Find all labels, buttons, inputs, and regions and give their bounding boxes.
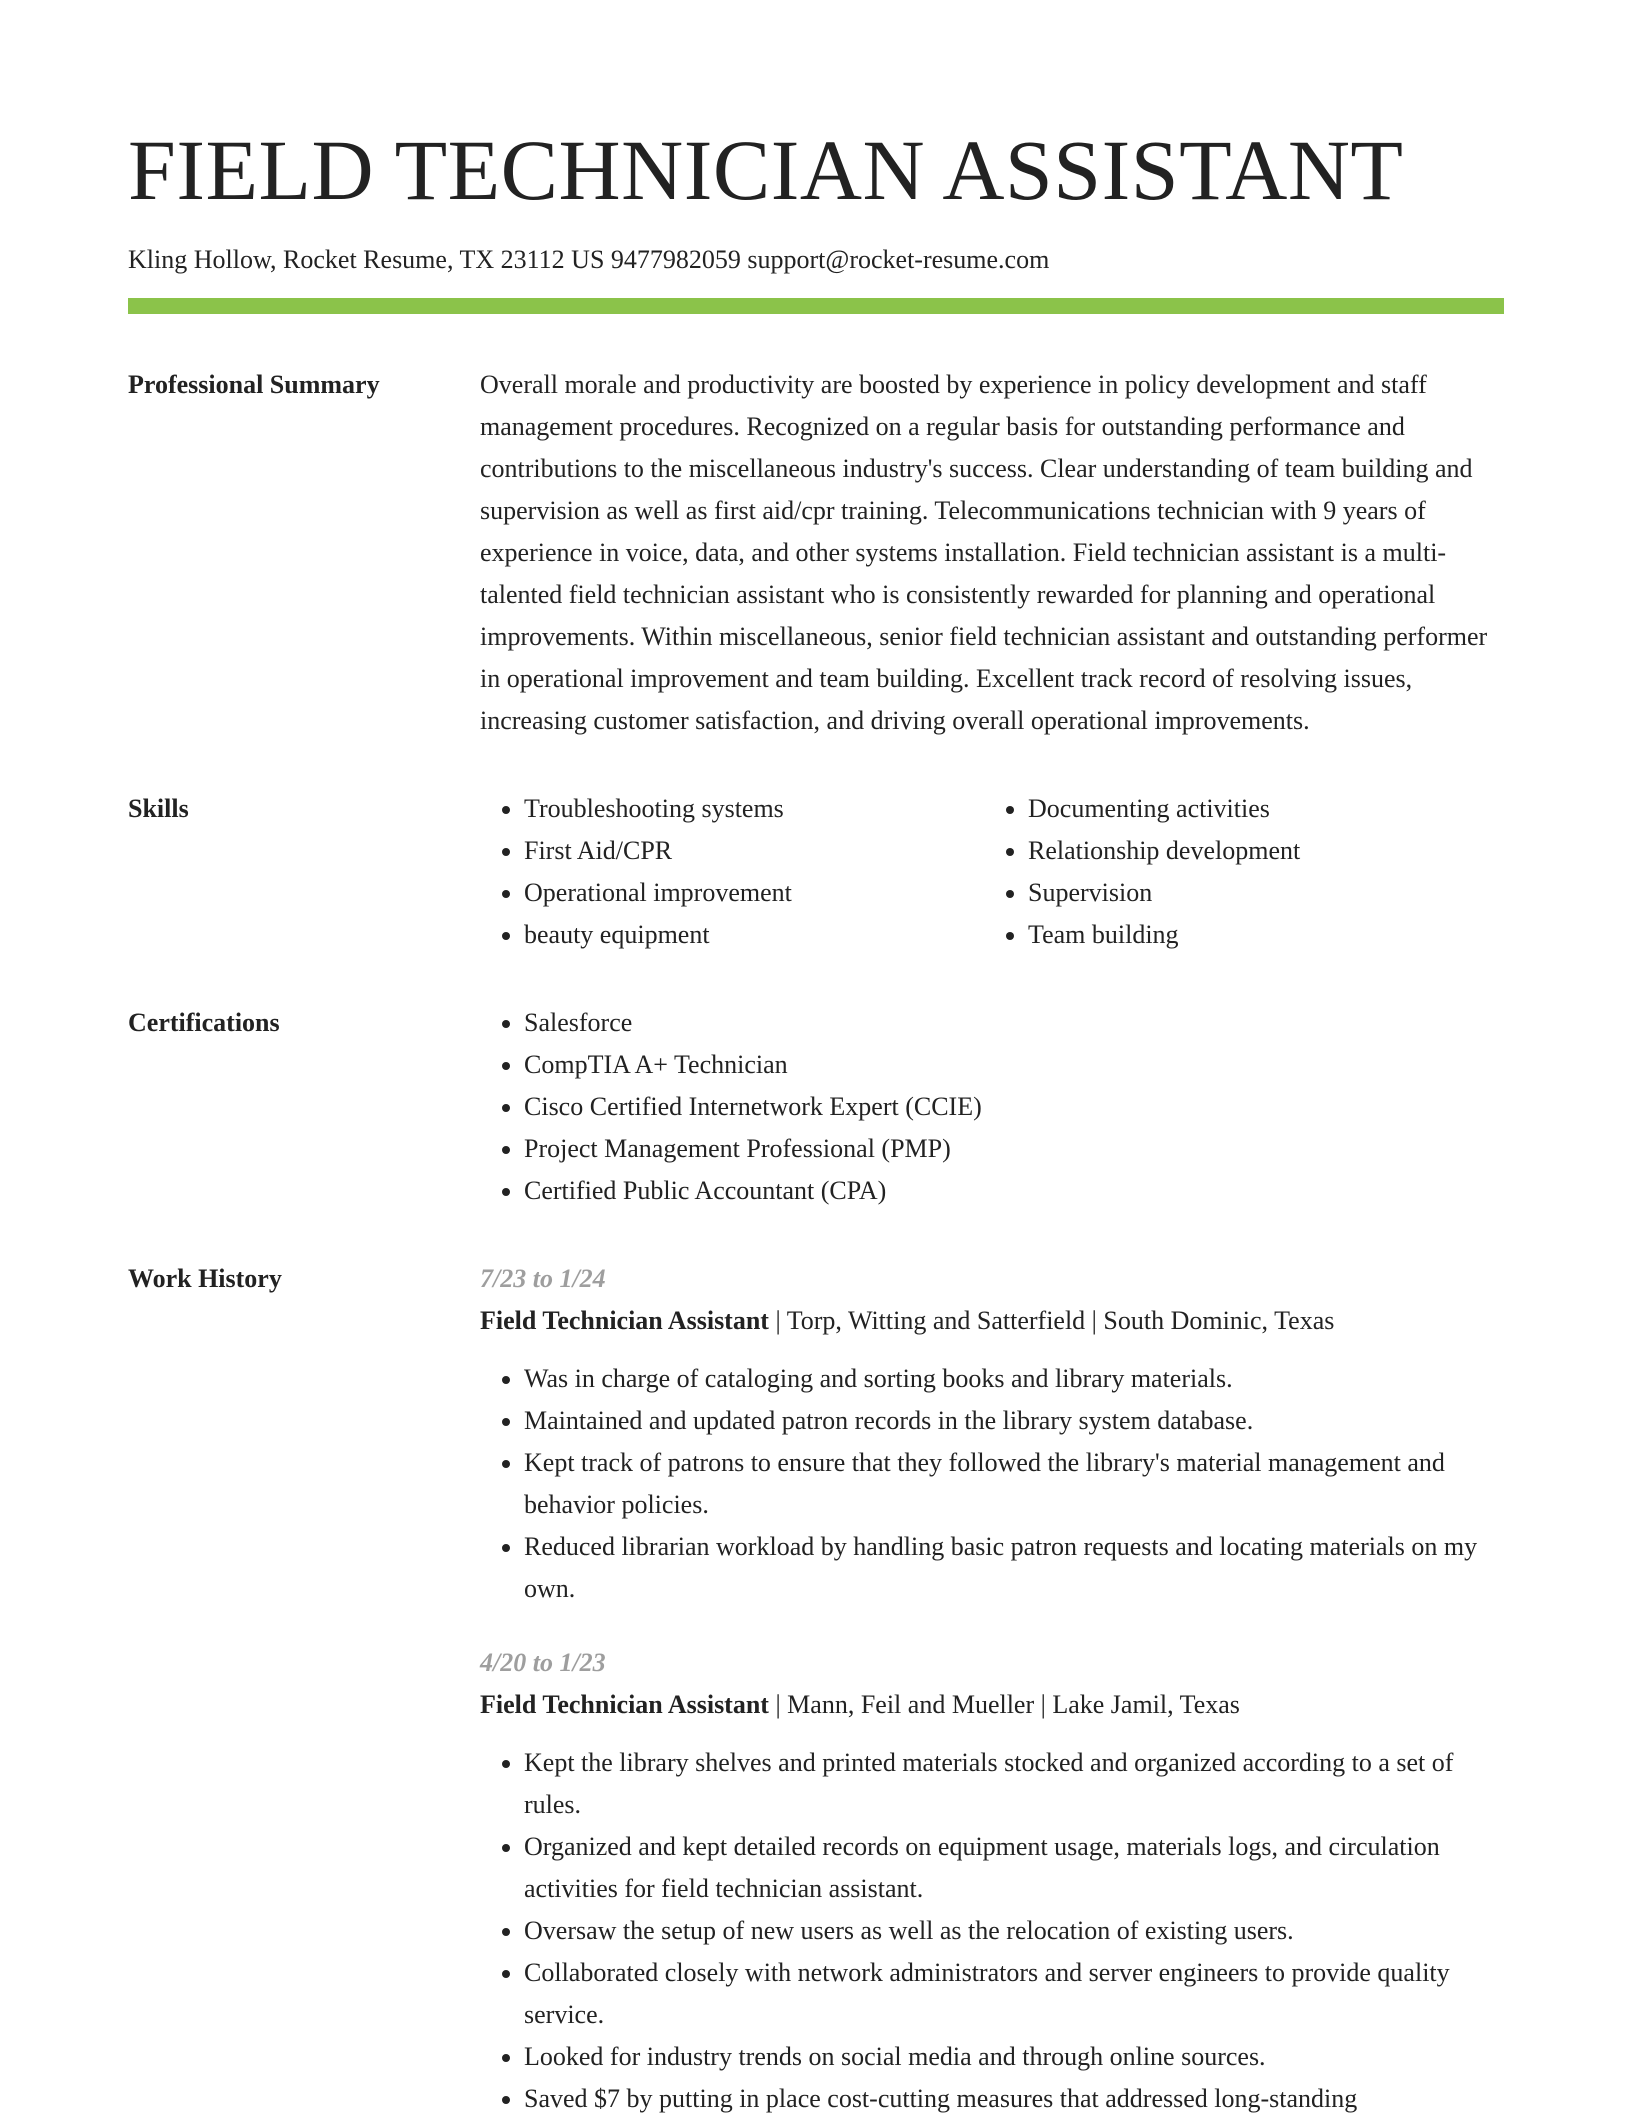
- skill-item: • beauty equipment: [524, 914, 984, 956]
- job-bullet: • Oversaw the setup of new users as well as the relocation of existing users.: [524, 1910, 1504, 1952]
- job-bullet: • Kept track of patrons to ensure that they followed the library's material management and behavior policies.: [524, 1442, 1504, 1526]
- job-bullet: • Looked for industry trends on social media and through online sources.: [524, 2036, 1504, 2078]
- job-dates: 7/23 to 1/24: [480, 1264, 606, 1293]
- skills-section: [128, 788, 1504, 956]
- skills-list-left: [480, 788, 984, 956]
- job-bullet: • Saved $7 by putting in place cost-cutting measures that addressed long-standing: [524, 2078, 1504, 2120]
- job-title: Field Technician Assistant: [480, 1306, 769, 1335]
- header-divider: [128, 298, 1504, 314]
- job-title: Field Technician Assistant: [480, 1690, 769, 1719]
- job-bullets: [480, 1358, 1504, 1610]
- job-bullets: [480, 1742, 1504, 2120]
- job-title-line: [480, 1300, 1504, 1342]
- certification-item: • Cisco Certified Internetwork Expert (CCIE): [524, 1086, 1504, 1128]
- skill-item: • First Aid/CPR: [524, 830, 984, 872]
- certification-item: • Salesforce: [524, 1002, 1504, 1044]
- skill-item: • Team building: [1028, 914, 1488, 956]
- skill-item: • Documenting activities: [1028, 788, 1488, 830]
- job-title-line: [480, 1684, 1504, 1726]
- resume-page: [128, 120, 1504, 2120]
- job-company-location: | Mann, Feil and Mueller | Lake Jamil, Texas: [768, 1690, 1240, 1719]
- skill-item: • Operational improvement: [524, 872, 984, 914]
- job-dates: 4/20 to 1/23: [480, 1648, 606, 1677]
- skill-item: • Troubleshooting systems: [524, 788, 984, 830]
- summary-section: [128, 364, 1504, 742]
- job-bullet: • Collaborated closely with network administrators and server engineers to provide quality service.: [524, 1952, 1504, 2036]
- job-bullet: • Reduced librarian workload by handling basic patron requests and locating materials on my own.: [524, 1526, 1504, 1610]
- job-bullet: • Kept the library shelves and printed materials stocked and organized according to a set of rules.: [524, 1742, 1504, 1826]
- job-bullet: • Was in charge of cataloging and sorting books and library materials.: [524, 1358, 1504, 1400]
- resume-name: FIELD TECHNICIAN ASSISTANT: [128, 122, 1404, 218]
- contact-line: Kling Hollow, Rocket Resume, TX 23112 US 9477982059 support@rocket-resume.com: [128, 245, 1050, 274]
- job-bullet: • Maintained and updated patron records in the library system database.: [524, 1400, 1504, 1442]
- job-bullet: • Organized and kept detailed records on equipment usage, materials logs, and circulation activities for field technician assistant.: [524, 1826, 1504, 1910]
- section-title-summary: Professional Summary: [128, 370, 380, 399]
- section-title-certifications: Certifications: [128, 1008, 280, 1037]
- job-entry: [480, 1642, 1504, 2120]
- summary-text: Overall morale and productivity are boosted by experience in policy development and staff management procedures. Recognized on a regular basis for outstanding performance and contributions to the miscellaneous industry's success. Clear understanding of team building and supervision as well as first aid/cpr training. Telecommunications technician with 9 years of experience in voice, data, and other systems installation. Field technician assistant is a multi-talented field technician assistant who is consistently rewarded for planning and operational improvements. Within miscellaneous, senior field technician assistant and outstanding performer in operational improvement and team building. Excellent track record of resolving issues, increasing customer satisfaction, and driving overall operational improvements.: [480, 370, 1488, 735]
- skill-item: • Relationship development: [1028, 830, 1488, 872]
- certification-item: • Certified Public Accountant (CPA): [524, 1170, 1504, 1212]
- section-title-work-history: Work History: [128, 1264, 282, 1293]
- certification-item: • Project Management Professional (PMP): [524, 1128, 1504, 1170]
- skill-item: • Supervision: [1028, 872, 1488, 914]
- certification-item: • CompTIA A+ Technician: [524, 1044, 1504, 1086]
- certifications-list: [480, 1002, 1504, 1212]
- certifications-section: [128, 1002, 1504, 1212]
- skills-list-right: [984, 788, 1488, 956]
- job-entry: [480, 1258, 1504, 1610]
- section-title-skills: Skills: [128, 794, 189, 823]
- work-history-section: [128, 1258, 1504, 2120]
- job-company-location: | Torp, Witting and Satterfield | South Dominic, Texas: [768, 1306, 1335, 1335]
